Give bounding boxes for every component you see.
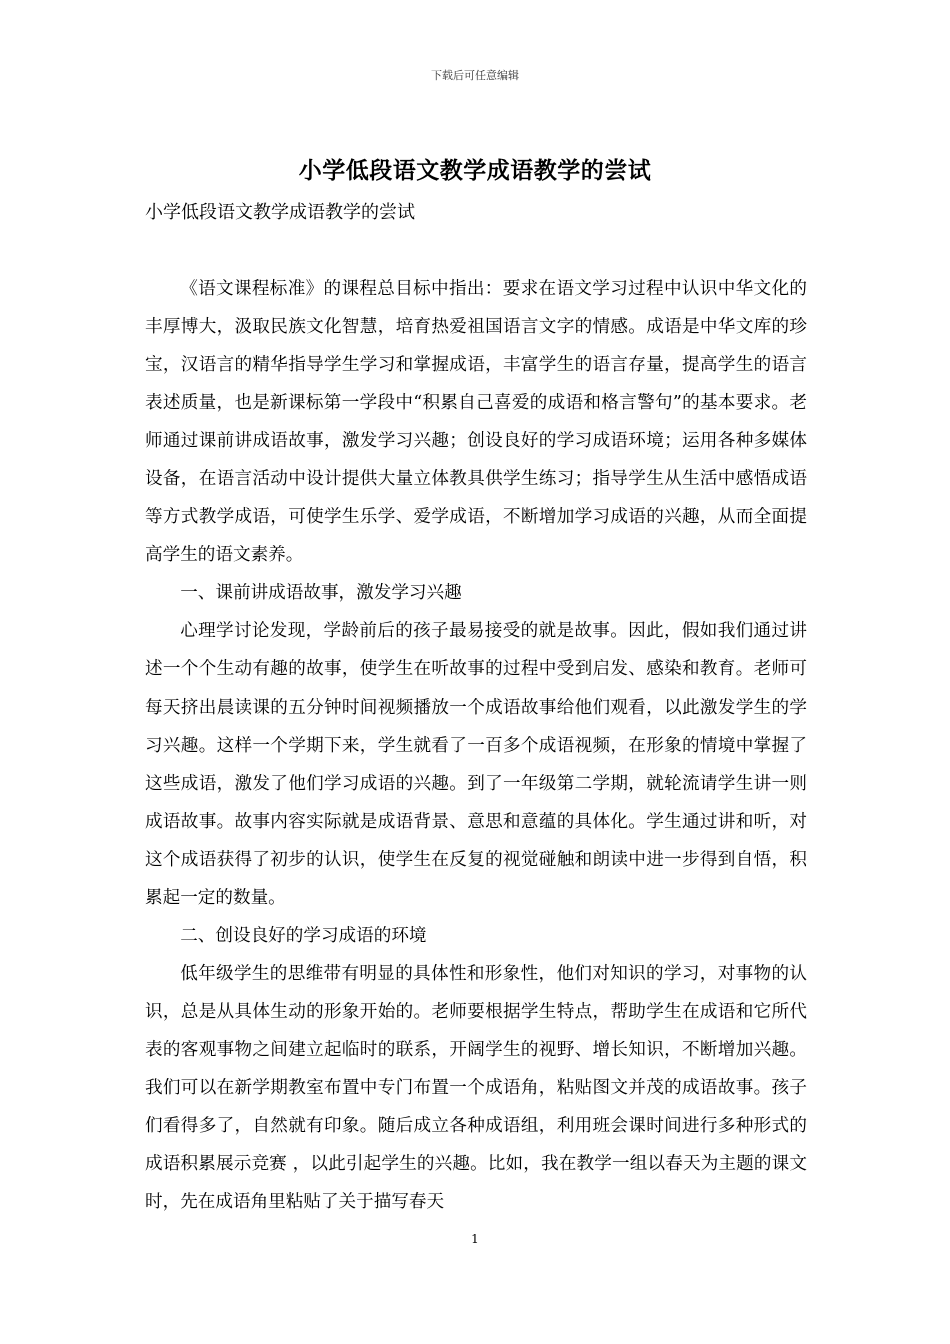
section-heading-2: 二、创设良好的学习成语的环境 <box>180 925 427 946</box>
paragraph-intro: 《语文课程标准》的课程总目标中指出：要求在语文学习过程中认识中华文化的丰厚博大，汲取民族文化智慧，培育热爱祖国语言文字的情感。成语是中华文库的珍宝，汉语言的精华指导学生学习和掌握成语，丰富学生的语言存量，提高学生的语言表述质量，也是新课标第一学段中“积累自己喜爱的成语和格言警句”的基本要求。老师通过课前讲成语故事，激发学习兴趣；创设良好的学习成语环境；运用各种多媒体设备，在语言活动中设计提供大量立体教具供学生练习；指导学生从生活中感悟成语等方式教学成语，可使学生乐学、爱学成语，不断增加学习成语的兴趣，从而全面提高学生的语文素养。 <box>145 279 807 566</box>
paragraph-section-2: 低年级学生的思维带有明显的具体性和形象性，他们对知识的学习，对事物的认识，总是从具体生动的形象开始的。老师要根据学生特点，帮助学生在成语和它所代表的客观事物之间建立起临时的联系，开阔学生的视野、增长知识，不断增加兴趣。我们可以在新学期教室布置中专门布置一个成语角，粘贴图文并茂的成语故事。孩子们看得多了，自然就有印象。随后成立各种成语组，利用班会课时间进行多种形式的成语积累展示竞赛 ，以此引起学生的兴趣。比如，我在教学一组以春天为主题的课文时，先在成语角里粘贴了关于描写春天 <box>145 963 807 1213</box>
page-header: 下载后可任意编辑 <box>431 69 519 82</box>
document-subtitle: 小学低段语文教学成语教学的尝试 <box>145 202 415 223</box>
section-heading-1: 一、课前讲成语故事，激发学习兴趣 <box>180 583 462 604</box>
document-title: 小学低段语文教学成语教学的尝试 <box>298 157 652 184</box>
document-body <box>145 270 807 1221</box>
paragraph-section-1: 心理学讨论发现，学龄前后的孩子最易接受的就是故事。因此，假如我们通过讲述一个个生动有趣的故事，使学生在听故事的过程中受到启发、感染和教育。老师可每天挤出晨读课的五分钟时间视频播放一个成语故事给他们观看，以此激发学生的学习兴趣。这样一个学期下来，学生就看了一百多个成语视频，在形象的情境中掌握了这些成语，激发了他们学习成语的兴趣。到了一年级第二学期，就轮流请学生讲一则成语故事。故事内容实际就是成语背景、意思和意蕴的具体化。学生通过讲和听，对这个成语获得了初步的认识，使学生在反复的视觉碰触和朗读中进一步得到自悟，积累起一定的数量。 <box>145 621 807 908</box>
page-number: 1 <box>471 1232 479 1246</box>
